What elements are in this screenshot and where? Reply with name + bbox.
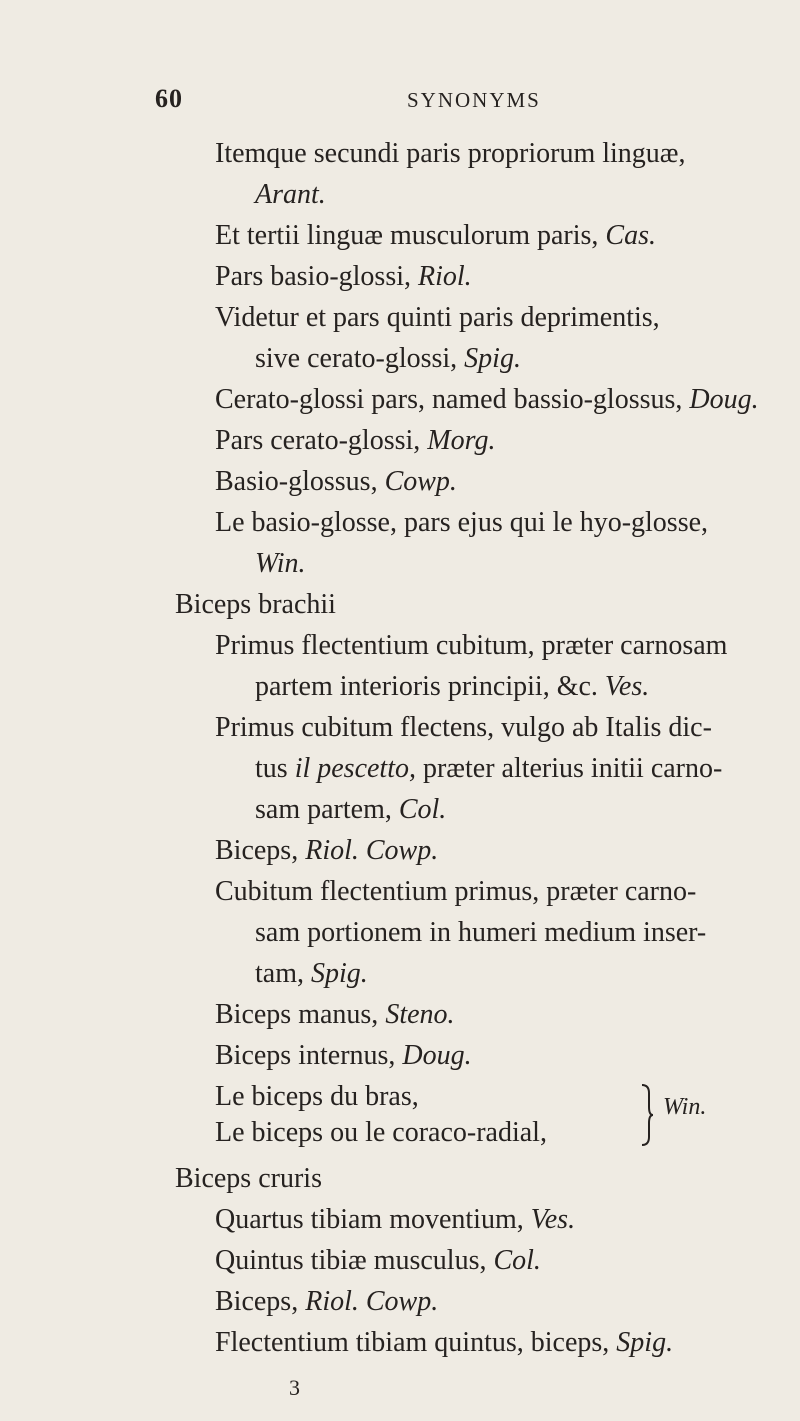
entry-line: Cerato-glossi pars, named bassio-glossus, Doug. <box>215 384 759 415</box>
author-abbr: Doug. <box>402 1040 472 1071</box>
entry-line <box>255 546 306 582</box>
author-abbr: Win. <box>255 548 306 579</box>
author-abbr: Win. <box>663 1094 707 1120</box>
section-heading: Biceps cruris <box>175 1163 322 1194</box>
entry-line: Basio-glossus, Cowp. <box>215 466 457 497</box>
entry-line: Primus cubitum flectens, vulgo ab Italis dic- <box>215 712 712 743</box>
entry-line: sam portionem in humeri medium inser- <box>255 917 707 948</box>
author-abbr: Spig. <box>311 958 368 989</box>
author-abbr: Col. <box>493 1245 541 1276</box>
entry-line: Le biceps ou le coraco-radial, <box>215 1117 547 1148</box>
author-abbr: Spig. <box>616 1327 674 1358</box>
entry-line: Biceps internus, Doug. <box>215 1040 472 1071</box>
entry-line: Videtur et pars quinti paris deprimentis, <box>215 302 660 333</box>
signature-mark: 3 <box>289 1375 300 1400</box>
entry-line: Et tertii linguæ musculorum paris, Cas. <box>215 220 656 251</box>
bracketed-entries <box>215 1079 715 1151</box>
author-abbr: Spig. <box>464 343 521 374</box>
author-abbr: Cowp. <box>384 466 457 497</box>
author-abbr: Ves. <box>530 1204 576 1235</box>
curly-brace-icon <box>640 1079 654 1151</box>
author-abbr: Cas. <box>605 220 656 251</box>
section-heading: Biceps brachii <box>175 589 336 620</box>
author-abbr: Riol. Cowp. <box>305 835 439 866</box>
entry-line: Biceps manus, Steno. <box>215 999 455 1030</box>
entry-line: Primus flectentium cubitum, præter carnosam <box>215 630 728 661</box>
entry-line: Quartus tibiam moventium, Ves. <box>215 1204 576 1235</box>
entry-line: Flectentium tibiam quintus, biceps, Spig. <box>215 1327 674 1358</box>
author-abbr: Riol. Cowp. <box>305 1286 439 1317</box>
author-abbr: Col. <box>398 794 447 825</box>
author-abbr: Morg. <box>427 425 496 456</box>
entry-line: Itemque secundi paris propriorum linguæ, <box>215 138 686 169</box>
entry-line: Cubitum flectentium primus, præter carno- <box>215 876 697 907</box>
page-header <box>0 84 800 124</box>
running-title: SYNONYMS <box>407 88 541 112</box>
author-abbr: Doug. <box>689 384 759 415</box>
author-abbr: Arant. <box>255 179 326 210</box>
entry-line <box>255 177 326 213</box>
entry-line: Pars cerato-glossi, Morg. <box>215 425 496 456</box>
author-abbr: Ves. <box>604 671 650 702</box>
entry-line: Pars basio-glossi, Riol. <box>215 261 472 292</box>
entry-line: Biceps, Riol. Cowp. <box>215 835 439 866</box>
entry-line: tus il pescetto, præter alterius initii carno- <box>255 753 723 784</box>
entry-line: Biceps, Riol. Cowp. <box>215 1286 439 1317</box>
entry-line: sam partem, Col. <box>255 794 447 825</box>
entry-line: sive cerato-glossi, Spig. <box>255 343 521 374</box>
author-abbr: Steno. <box>385 999 455 1030</box>
entry-line: Le biceps du bras, <box>215 1081 419 1112</box>
entry-line: Quintus tibiæ musculus, Col. <box>215 1245 541 1276</box>
entry-line: Le basio-glosse, pars ejus qui le hyo-glosse, <box>215 507 709 538</box>
entry-line: tam, Spig. <box>255 958 368 989</box>
author-abbr: Riol. <box>418 261 472 292</box>
page-number: 60 <box>155 84 183 113</box>
entry-line: partem interioris principii, &c. Ves. <box>255 671 650 702</box>
